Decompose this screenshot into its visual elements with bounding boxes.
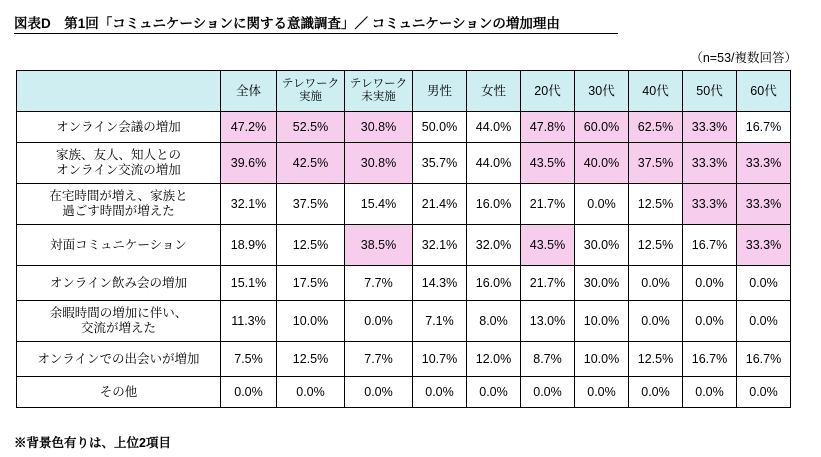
col-header-50s: 50代 — [683, 71, 737, 112]
cell-value: 7.7% — [345, 266, 413, 301]
cell-value: 12.5% — [277, 342, 345, 377]
page-title: 図表D 第1回「コミュニケーションに関する意識調査」／ コミュニケーションの増加理由 — [14, 16, 560, 31]
table-body — [17, 112, 791, 408]
cell-value: 0.0% — [683, 377, 737, 408]
cell-value: 32.0% — [467, 225, 521, 266]
table-row — [17, 377, 791, 408]
cell-value: 7.5% — [221, 342, 277, 377]
cell-value: 32.1% — [221, 184, 277, 225]
cell-value: 47.2% — [221, 112, 277, 143]
table-row — [17, 342, 791, 377]
row-label-line1: 余暇時間の増加に伴い、 — [49, 306, 188, 320]
cell-value: 21.4% — [413, 184, 467, 225]
table-row — [17, 225, 791, 266]
cell-value: 7.1% — [413, 301, 467, 342]
col-header-total-line1: 全体 — [235, 84, 261, 98]
cell-value: 16.7% — [737, 112, 791, 143]
cell-value: 30.0% — [575, 225, 629, 266]
cell-value: 0.0% — [737, 301, 791, 342]
cell-value: 44.0% — [467, 143, 521, 184]
row-label-line1: オンライン会議の増加 — [56, 119, 181, 134]
row-label-line2: オンライン交流の増加 — [56, 163, 181, 177]
cell-value: 0.0% — [345, 301, 413, 342]
cell-value: 33.3% — [683, 143, 737, 184]
col-header-telework-no-line2: 未実施 — [361, 91, 396, 103]
col-header-telework-yes-line2: 実施 — [299, 91, 322, 103]
sample-size-note: （n=53/複数回答） — [690, 51, 797, 65]
cell-value: 47.8% — [521, 112, 575, 143]
cell-value: 0.0% — [629, 377, 683, 408]
cell-value: 8.7% — [521, 342, 575, 377]
cell-value: 10.0% — [575, 301, 629, 342]
cell-value: 43.5% — [521, 143, 575, 184]
cell-value: 35.7% — [413, 143, 467, 184]
cell-value: 16.0% — [467, 184, 521, 225]
cell-value: 16.7% — [683, 225, 737, 266]
col-header-30s: 30代 — [575, 71, 629, 112]
data-table — [16, 70, 791, 408]
table-row — [17, 266, 791, 301]
table-corner-cell — [17, 71, 221, 112]
cell-value: 7.7% — [345, 342, 413, 377]
cell-value: 30.8% — [345, 112, 413, 143]
col-header-telework-yes-line1: テレワーク — [281, 78, 340, 91]
cell-value: 12.5% — [629, 184, 683, 225]
row-label — [17, 377, 221, 408]
cell-value: 13.0% — [521, 301, 575, 342]
cell-value: 50.0% — [413, 112, 467, 143]
cell-value: 16.7% — [683, 342, 737, 377]
cell-value: 62.5% — [629, 112, 683, 143]
col-header-male: 男性 — [413, 71, 467, 112]
cell-value: 37.5% — [277, 184, 345, 225]
cell-value: 33.3% — [737, 143, 791, 184]
col-header-total — [221, 71, 277, 112]
cell-value: 21.7% — [521, 266, 575, 301]
cell-value: 17.5% — [277, 266, 345, 301]
row-label — [17, 266, 221, 301]
cell-value: 16.0% — [467, 266, 521, 301]
col-header-telework-no — [345, 71, 413, 112]
row-label-line1: その他 — [99, 384, 138, 399]
table-row — [17, 184, 791, 225]
table-row — [17, 301, 791, 342]
row-label-line1: オンライン飲み会の増加 — [49, 275, 188, 290]
cell-value: 10.0% — [575, 342, 629, 377]
cell-value: 60.0% — [575, 112, 629, 143]
row-label-line2: 交流が増えた — [80, 321, 156, 335]
row-label — [17, 143, 221, 184]
col-header-60s: 60代 — [737, 71, 791, 112]
cell-value: 43.5% — [521, 225, 575, 266]
cell-value: 44.0% — [467, 112, 521, 143]
cell-value: 0.0% — [467, 377, 521, 408]
cell-value: 30.0% — [575, 266, 629, 301]
cell-value: 10.7% — [413, 342, 467, 377]
title-underline — [14, 33, 618, 34]
cell-value: 14.3% — [413, 266, 467, 301]
cell-value: 10.0% — [277, 301, 345, 342]
cell-value: 15.1% — [221, 266, 277, 301]
col-header-telework-yes — [277, 71, 345, 112]
cell-value: 40.0% — [575, 143, 629, 184]
row-label — [17, 301, 221, 342]
row-label-line1: 在宅時間が増え、家族と — [49, 189, 188, 203]
cell-value: 0.0% — [737, 377, 791, 408]
table-footnote: ※背景色有りは、上位2項目 — [14, 436, 171, 450]
cell-value: 0.0% — [221, 377, 277, 408]
table-row — [17, 112, 791, 143]
cell-value: 33.3% — [737, 225, 791, 266]
cell-value: 38.5% — [345, 225, 413, 266]
cell-value: 12.5% — [277, 225, 345, 266]
cell-value: 37.5% — [629, 143, 683, 184]
cell-value: 12.5% — [629, 342, 683, 377]
cell-value: 0.0% — [521, 377, 575, 408]
cell-value: 39.6% — [221, 143, 277, 184]
table-row — [17, 143, 791, 184]
col-header-40s: 40代 — [629, 71, 683, 112]
col-header-telework-no-line1: テレワーク — [349, 78, 408, 91]
col-header-female: 女性 — [467, 71, 521, 112]
row-label — [17, 184, 221, 225]
cell-value: 0.0% — [575, 377, 629, 408]
cell-value: 0.0% — [683, 301, 737, 342]
cell-value: 0.0% — [345, 377, 413, 408]
cell-value: 0.0% — [683, 266, 737, 301]
row-label-line1: オンラインでの出会いが増加 — [37, 351, 200, 366]
row-label — [17, 342, 221, 377]
cell-value: 0.0% — [277, 377, 345, 408]
cell-value: 0.0% — [629, 301, 683, 342]
row-label-line1: 家族、友人、知人との — [55, 148, 181, 162]
row-label — [17, 225, 221, 266]
cell-value: 33.3% — [683, 112, 737, 143]
cell-value: 18.9% — [221, 225, 277, 266]
cell-value: 8.0% — [467, 301, 521, 342]
row-label — [17, 112, 221, 143]
cell-value: 33.3% — [683, 184, 737, 225]
cell-value: 30.8% — [345, 143, 413, 184]
table-header-row — [17, 71, 791, 112]
cell-value: 0.0% — [575, 184, 629, 225]
cell-value: 0.0% — [737, 266, 791, 301]
cell-value: 33.3% — [737, 184, 791, 225]
cell-value: 12.0% — [467, 342, 521, 377]
col-header-20s: 20代 — [521, 71, 575, 112]
cell-value: 52.5% — [277, 112, 345, 143]
cell-value: 0.0% — [629, 266, 683, 301]
cell-value: 11.3% — [221, 301, 277, 342]
row-label-line1: 対面コミュニケーション — [50, 237, 187, 252]
cell-value: 15.4% — [345, 184, 413, 225]
cell-value: 21.7% — [521, 184, 575, 225]
cell-value: 0.0% — [413, 377, 467, 408]
row-label-line2: 過ごす時間が増えた — [62, 204, 175, 218]
cell-value: 16.7% — [737, 342, 791, 377]
cell-value: 42.5% — [277, 143, 345, 184]
cell-value: 12.5% — [629, 225, 683, 266]
cell-value: 32.1% — [413, 225, 467, 266]
